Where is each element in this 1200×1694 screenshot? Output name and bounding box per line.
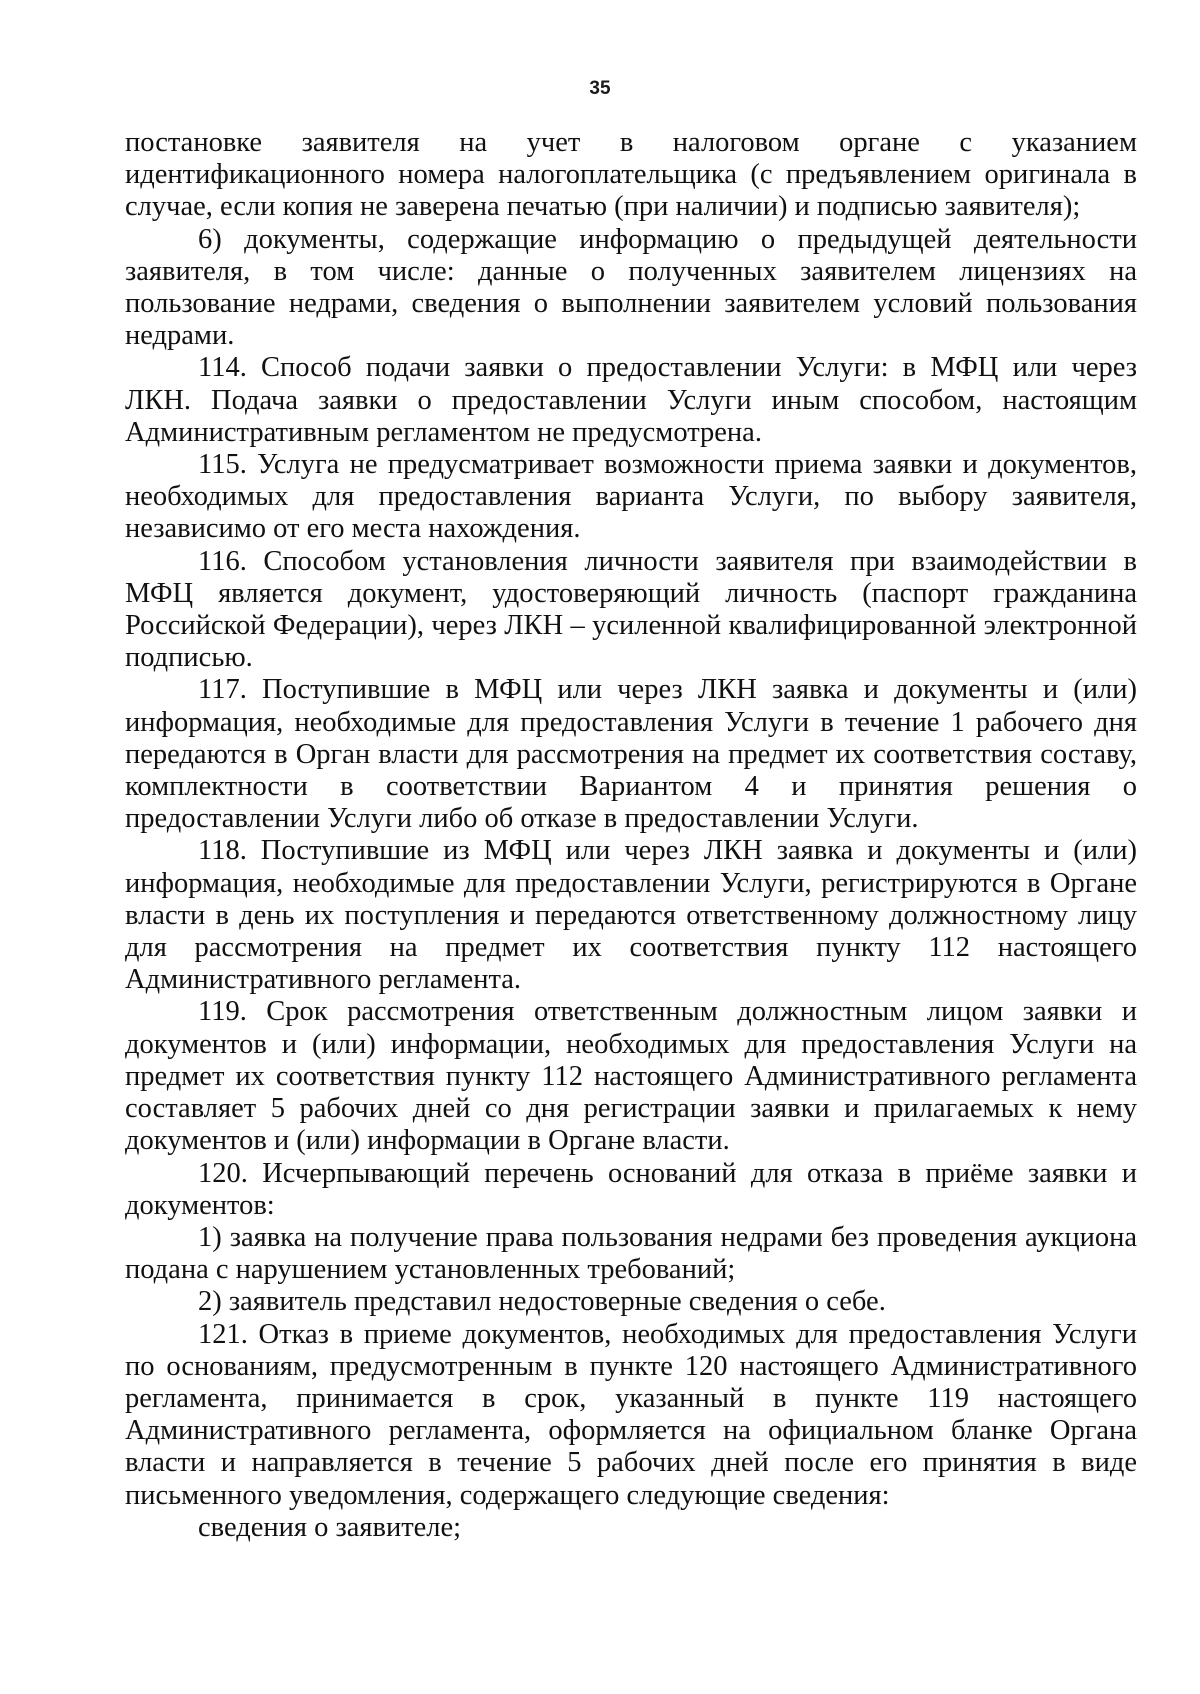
clause-115: 115. Услуга не предусматривает возможности приема заявки и документов, необходимых для предоставления варианта Услуги, по выбору заявителя, независимо от его места нахождения. [125, 449, 1137, 545]
clause-118: 118. Поступившие из МФЦ или через ЛКН заявка и документы и (или) информация, необходимые для предоставлении Услуги, регистрируются в Органе власти в день их поступления и передаются ответственному должностному лицу для рассмотрения на предмет их соответствия пункту 112 настоящего Административного регламента. [125, 835, 1137, 996]
paragraph-continuation: постановке заявителя на учет в налоговом органе с указанием идентификационного номера налогоплательщика (с предъявлением оригинала в случае, если копия не заверена печатью (при наличии) и подписью заявителя); [125, 127, 1137, 223]
page-number: 35 [589, 78, 611, 99]
clause-116: 116. Способом установления личности заявителя при взаимодействии в МФЦ является документ, удостоверяющий личность (паспорт гражданина Российской Федерации), через ЛКН – усиленной квалифицированной электронной подписью. [125, 545, 1137, 674]
clause-120: 120. Исчерпывающий перечень оснований для отказа в приёме заявки и документов: [125, 1157, 1137, 1221]
document-body [125, 127, 1137, 1544]
clause-117: 117. Поступившие в МФЦ или через ЛКН заявка и документы и (или) информация, необходимые для предоставления Услуги в течение 1 рабочего дня передаются в Орган власти для рассмотрения на предмет их соответствия составу, комплектности в соответствии Вариантом 4 и принятия решения о предоставлении Услуги либо об отказе в предоставлении Услуги. [125, 674, 1137, 835]
list-item-1: 1) заявка на получение права пользования недрами без проведения аукциона подана с нарушением установленных требований; [125, 1221, 1137, 1286]
list-item-2: 2) заявитель представил недостоверные сведения о себе. [198, 1286, 886, 1318]
clause-119: 119. Срок рассмотрения ответственным должностным лицом заявки и документов и (или) информации, необходимых для предоставления Услуги на предмет их соответствия пункту 112 настоящего Административного регламента составляет 5 рабочих дней со дня регистрации заявки и прилагаемых к нему документов и (или) информации в Органе власти. [125, 996, 1137, 1157]
list-item-6: 6) документы, содержащие информацию о предыдущей деятельности заявителя, в том числе: данные о полученных заявителем лицензиях на пользование недрами, сведения о выполнении заявителем условий пользования недрами. [125, 223, 1137, 352]
clause-121: 121. Отказ в приеме документов, необходимых для предоставления Услуги по основаниям, предусмотренным в пункте 120 настоящего Административного регламента, принимается в срок, указанный в пункте 119 настоящего Административного регламента, оформляется на официальном бланке Органа власти и направляется в течение 5 рабочих дней после его принятия в виде письменного уведомления, содержащего следующие сведения: [125, 1318, 1137, 1511]
clause-114: 114. Способ подачи заявки о предоставлении Услуги: в МФЦ или через ЛКН. Подача заявки о предоставлении Услуги иным способом, настоящим Административным регламентом не предусмотрена. [125, 352, 1137, 448]
applicant-info-line: сведения о заявителе; [198, 1511, 462, 1543]
